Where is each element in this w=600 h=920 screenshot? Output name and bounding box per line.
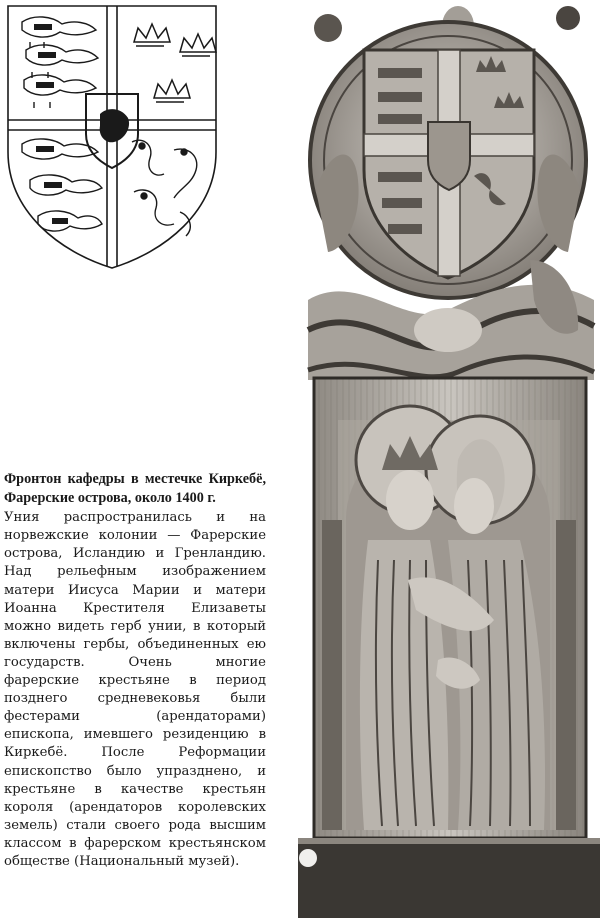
union-coat-of-arms-illustration [4,2,220,272]
crowns-quarter-top-right [134,24,216,102]
lower-panel [314,378,586,838]
figure-caption [4,470,266,871]
base-plinth [298,838,600,918]
medallion-with-arms [310,22,586,298]
caption-title: Фронтон кафедры в местечке Киркебё, Фарерские острова, около 1400 г. [4,471,266,506]
lions-fill-marks [34,24,56,88]
center-lion [100,109,129,142]
pulpit-carving-photograph [298,0,600,918]
caption-body: Уния распространилась и на норвежские колонии — Фарерские острова, Исландию и Гренландию. Над рельефным изображением матери Иисуса Марии и матери Иоанна Крестителя Елизаветы можно видеть герб унии, в который включены гербы, объединенных ею государств. Очень многие фарерские крестьяне в период позднего средневековья были фестерами (арендаторами) епископа, имевшего резиденцию в Киркебё. После Реформации епископство было упразднено, и крестьяне в качестве крестьян короля (арендаторов королевских земель) стали своего рода высшим классом в фарерском крестьянском обществе (Национальный музей). [4,510,266,869]
